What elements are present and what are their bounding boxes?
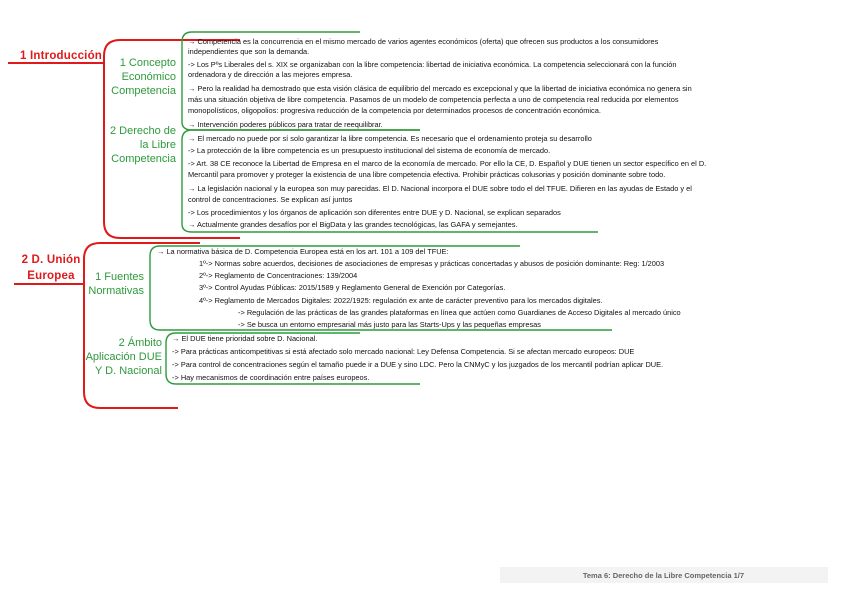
text-line: -> Los Pºs Liberales del s. XIX se organizaban con la libre competencia: libertad de iniciativa económica. La competencia seleccionará con la función [188,60,677,69]
text-line: → Actualmente grandes desafíos por el BigData y las grandes tecnológicas, las GAFA y semejantes. [188,220,518,229]
text-line: -> Regulación de las prácticas de las grandes plataformas en línea que actúen como Guardianes de Acceso Digitales al mercado único [238,308,681,317]
text-line: 3º-> Control Ayudas Públicas: 2015/1589 y Reglamento General de Exención por Categorías. [199,283,506,292]
subsection-title-line: Competencia [111,85,176,97]
text-line: 1º-> Normas sobre acuerdos, decisiones de asociaciones de empresas y prácticas concertadas y abusos de posición dominante: Reg: 1/2003 [199,259,665,268]
subsection-title-line: 1 Concepto [119,57,176,69]
subsection-1-2-title [92,124,176,166]
text-line: → Intervención poderes públicos para tratar de reequilibrar. [188,120,383,129]
subsection-title-line: Normativas [88,285,144,297]
text-line: control de concentraciones. Se explican así juntos [188,195,353,204]
text-line: Mercantil para promover y proteger la existencia de una libre competencia efectiva. Prohibir prácticas colusorias y posición dominante sobre todo. [188,170,666,179]
subsection-title-line: Aplicación DUE [85,351,162,363]
text-line: → La normativa básica de D. Competencia Europea está en los art. 101 a 109 del TFUE: [157,247,449,256]
text-line: 4º-> Reglamento de Mercados Digitales: 2022/1925: regulación ex ante de carácter preventivo para los mercados digitales. [199,296,603,305]
text-line: independientes que son la demanda. [188,47,310,56]
page-footer [500,567,828,583]
section-title-line: 2 D. Unión [21,254,81,266]
text-line: -> Art. 38 CE reconoce la Libertad de Empresa en el marco de la economía de mercado. Por ello la CE, D. Español y DUE tienen un sector específico en el D. [188,159,707,168]
text-line: → Competencia es la concurrencia en el mismo mercado de varios agentes económicos (oferta) que ofrecen sus productos a los consumidores [188,37,659,46]
section-2-bracket [84,243,200,408]
text-line: -> Los procedimientos y los órganos de aplicación son diferentes entre DUE y D. Nacional, se explican separados [188,208,561,217]
subsection-title-line: 1 Fuentes [95,271,144,283]
section-title-line: Europea [27,270,75,282]
text-line: -> Para control de concentraciones según el tamaño puede ir a DUE y sino LDC. Pero la CNMyC y los juzgados de los mercantil podrían aplicar DUE. [172,360,664,369]
text-line: → La legislación nacional y la europea son muy parecidas. El D. Nacional incorpora el DUE sobre todo el del TFUE. Difieren en las ayudas de Estado y el [188,184,692,193]
text-line: → El mercado no puede por sí solo garantizar la libre competencia. Es necesario que el ordenamiento proteja su desarrollo [188,134,592,143]
subsection-1-1-title [96,56,176,98]
text-line: más una situación objetiva de libre competencia. Pasamos de un modelo de competencia perfecta a uno de competencia real reducida por elementos [188,95,679,104]
text-line: ordenadora y de dirección a las mejores empresa. [188,70,353,79]
subsection-2-1-title [70,270,144,298]
text-line: → Pero la realidad ha demostrado que esta visión clásica de equilibrio del mercado es excepcional y que la libertad de iniciativa económica no genera sin [188,84,692,93]
text-line: 2º-> Reglamento de Concentraciones: 139/2004 [199,271,358,280]
text-line: -> Hay mecanismos de coordinación entre países europeos. [172,373,370,382]
subsection-title-line: Y D. Nacional [94,365,162,377]
text-line: → El DUE tiene prioridad sobre D. Nacional. [172,334,318,343]
section-1-title: 1 Introducción [20,50,103,62]
text-line: -> La protección de la libre competencia es un presupuesto institucional del sistema de economía de mercado. [188,146,551,155]
footer-text: Tema 6: Derecho de la Libre Competencia 1/7 [582,571,744,580]
subsection-title-line: Competencia [111,153,176,165]
subsection-title-line: 2 Ámbito [118,337,162,349]
subsection-title-line: 2 Derecho de [109,125,176,137]
subsection-title-line: Económico [121,71,176,83]
text-line: -> Se busca un entorno empresarial más justo para las Starts-Ups y las pequeñas empresas [238,320,541,329]
text-line: -> Para prácticas anticompetitivas si está afectado solo mercado nacional: Ley Defensa Competencia. Si se afectan mercado europeos: DUE [172,347,635,356]
subsection-title-line: la Libre [139,139,176,151]
text-line: monopolísticos, oligopolios: progresiva reducción de la competencia por determinados procesos de concentración económica. [188,106,601,115]
subsection-2-2-title [76,336,162,378]
